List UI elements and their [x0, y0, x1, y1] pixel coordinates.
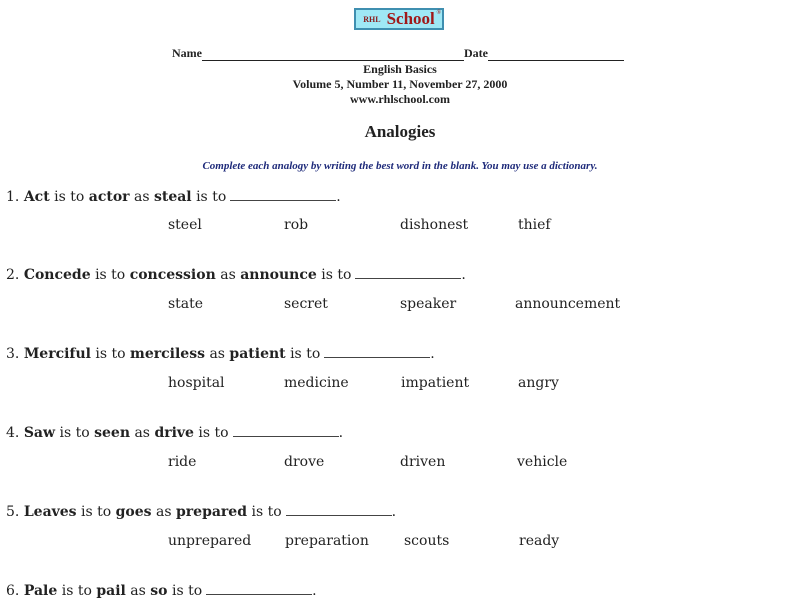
connector: as	[130, 583, 146, 599]
answer-blank[interactable]	[206, 580, 312, 595]
logo-school-text: School	[386, 9, 435, 28]
term-c: drive	[154, 425, 194, 441]
rhl-school-logo	[354, 8, 444, 30]
term-a: Concede	[23, 267, 91, 283]
choice: vehicle	[517, 454, 568, 470]
subject-line: English Basics	[363, 62, 437, 76]
connector: is to	[59, 425, 90, 441]
term-b: actor	[88, 189, 130, 205]
term-b: pail	[96, 583, 126, 599]
choice: announcement	[515, 296, 621, 312]
connector: is to	[251, 504, 282, 520]
answer-blank[interactable]	[286, 501, 392, 516]
choice: dishonest	[400, 217, 469, 233]
question-number: 5.	[6, 504, 20, 520]
period: .	[461, 267, 466, 283]
connector: as	[156, 504, 172, 520]
period: .	[312, 583, 317, 599]
logo-rhl-text: RHL	[363, 14, 381, 24]
name-date-line	[172, 46, 632, 61]
choice: rob	[284, 217, 309, 233]
connector: as	[220, 267, 236, 283]
choice: angry	[518, 375, 559, 391]
answer-blank[interactable]	[230, 186, 336, 201]
term-c: so	[150, 583, 168, 599]
instructions: Complete each analogy by writing the best word in the blank. You may use a dictionary.	[202, 160, 598, 172]
choice: ready	[519, 533, 560, 549]
term-b: seen	[94, 425, 130, 441]
connector: as	[134, 425, 150, 441]
choice: scouts	[404, 533, 450, 549]
connector: is to	[171, 583, 203, 599]
connector: is to	[54, 189, 85, 205]
question-3	[6, 343, 435, 362]
period: .	[430, 346, 435, 362]
choice: driven	[400, 454, 446, 470]
choice: drove	[284, 454, 325, 470]
term-a: Leaves	[23, 504, 77, 520]
connector: is to	[290, 346, 321, 362]
question-number: 2.	[6, 267, 20, 283]
period: .	[336, 189, 341, 205]
question-1	[6, 186, 341, 205]
connector: as	[133, 189, 150, 205]
term-a: Saw	[23, 425, 56, 441]
connector: as	[209, 346, 225, 362]
question-2	[6, 264, 466, 283]
answer-blank[interactable]	[324, 343, 430, 358]
choice: unprepared	[168, 533, 252, 549]
connector: is to	[81, 504, 112, 520]
term-c: patient	[229, 346, 286, 362]
question-5	[6, 501, 396, 520]
name-label: Name	[172, 46, 202, 60]
connector: is to	[95, 346, 126, 362]
date-label: Date	[464, 46, 488, 60]
term-b: merciless	[130, 346, 205, 362]
answer-blank[interactable]	[355, 264, 461, 279]
date-blank[interactable]	[488, 48, 624, 61]
term-c: steal	[153, 189, 192, 205]
choice: secret	[284, 296, 328, 312]
term-a: Pale	[23, 583, 58, 599]
period: .	[391, 504, 397, 520]
question-6	[6, 580, 317, 599]
choice: hospital	[168, 375, 225, 391]
connector: is to	[196, 189, 227, 205]
question-4	[6, 422, 343, 441]
choice: thief	[518, 217, 551, 233]
connector: is to	[95, 267, 126, 283]
page-title: Analogies	[364, 122, 436, 141]
term-a: Act	[23, 189, 50, 205]
term-a: Merciful	[23, 346, 91, 362]
choice: impatient	[401, 375, 470, 391]
connector: is to	[321, 267, 352, 283]
answer-blank[interactable]	[233, 422, 339, 437]
website-line: www.rhlschool.com	[350, 92, 450, 106]
choice: steel	[168, 217, 202, 233]
choice: speaker	[400, 296, 457, 312]
connector: is to	[198, 425, 229, 441]
choice: state	[168, 296, 204, 312]
term-c: announce	[240, 267, 317, 283]
term-b: concession	[129, 267, 216, 283]
term-c: prepared	[176, 504, 248, 520]
name-blank[interactable]	[202, 48, 464, 61]
choice: preparation	[285, 533, 369, 549]
period: .	[338, 425, 344, 441]
term-b: goes	[115, 504, 152, 520]
question-number: 6.	[6, 583, 20, 599]
question-number: 4.	[6, 425, 20, 441]
choice: medicine	[284, 375, 349, 391]
logo-registered-mark: ®	[436, 10, 441, 16]
question-number: 3.	[6, 346, 20, 362]
question-number: 1.	[6, 189, 20, 205]
choice: ride	[168, 454, 197, 470]
issue-line: Volume 5, Number 11, November 27, 2000	[292, 77, 508, 91]
connector: is to	[61, 583, 92, 599]
